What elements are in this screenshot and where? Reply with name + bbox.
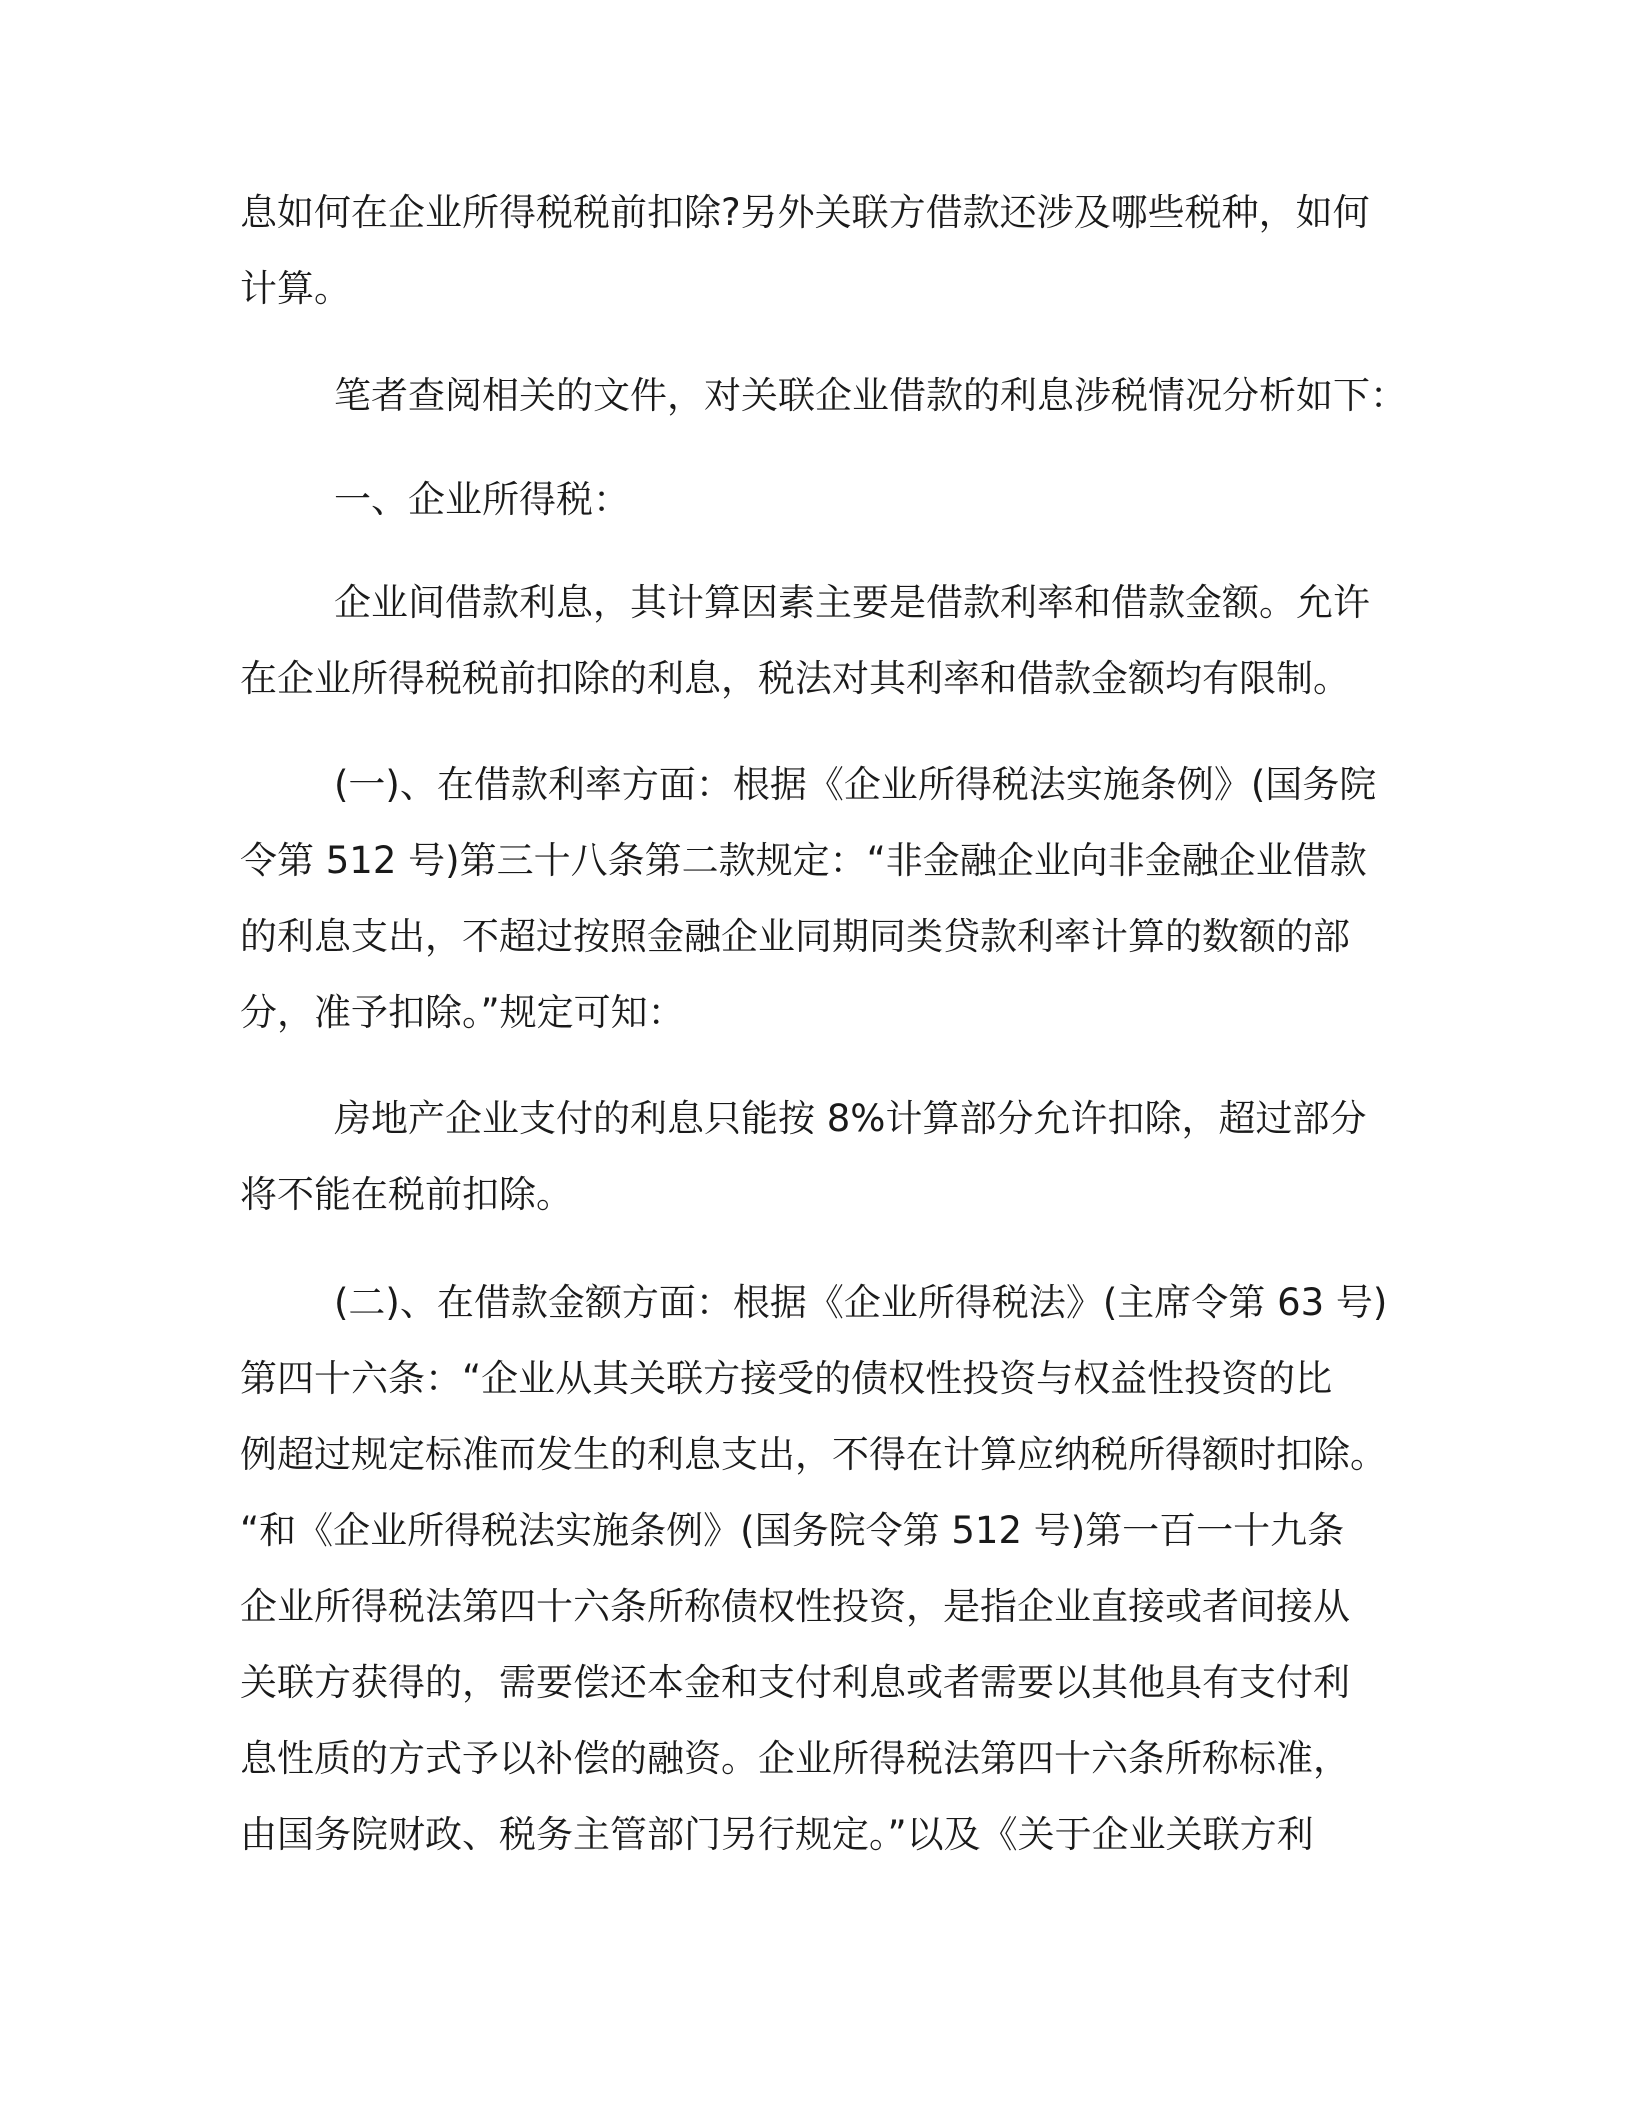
paragraph-real-estate-interest	[240, 1081, 1390, 1233]
text-line: 分，准予扣除。”规定可知：	[240, 991, 685, 1034]
text-line: 息性质的方式予以补偿的融资。企业所得税法第四十六条所称标准，	[240, 1737, 1350, 1780]
section-heading-enterprise-income-tax	[240, 462, 1390, 538]
text-line: 例超过规定标准而发生的利息支出，不得在计算应纳税所得额时扣除。	[240, 1433, 1387, 1476]
text-line: 关联方获得的，需要偿还本金和支付利息或者需要以其他具有支付利	[240, 1661, 1350, 1704]
text-line: “和《企业所得税法实施条例》(国务院令第 512 号)第一百一十九条	[240, 1509, 1345, 1552]
text-line: 令第 512 号)第三十八条第二款规定：“非金融企业向非金融企业借款	[240, 839, 1367, 882]
text-line: (二)、在借款金额方面：根据《企业所得税法》(主席令第 63 号)	[334, 1281, 1388, 1324]
paragraph-intro-continued	[240, 175, 1390, 327]
paragraph-interest-factors	[240, 565, 1390, 717]
text-line: 企业所得税法第四十六条所称债权性投资，是指企业直接或者间接从	[240, 1585, 1350, 1628]
text-line: 笔者查阅相关的文件，对关联企业借款的利息涉税情况分析如下：	[334, 374, 1407, 417]
text-line: 企业间借款利息，其计算因素主要是借款利率和借款金额。允许	[334, 581, 1370, 624]
section-heading: 一、企业所得税：	[334, 478, 630, 521]
paragraph-loan-amount	[240, 1265, 1390, 1873]
text-line: 息如何在企业所得税税前扣除?另外关联方借款还涉及哪些税种，如何	[240, 191, 1370, 234]
text-line: 房地产企业支付的利息只能按 8%计算部分允许扣除，超过部分	[334, 1097, 1367, 1140]
paragraph-analysis-intro	[240, 358, 1407, 434]
text-line: 计算。	[240, 267, 351, 310]
text-line: 第四十六条：“企业从其关联方接受的债权性投资与权益性投资的比	[240, 1357, 1333, 1400]
text-line: 由国务院财政、税务主管部门另行规定。”以及《关于企业关联方利	[240, 1813, 1314, 1856]
paragraph-interest-rate	[240, 747, 1390, 1051]
text-line: 的利息支出，不超过按照金融企业同期同类贷款利率计算的数额的部	[240, 915, 1350, 958]
text-line: (一)、在借款利率方面：根据《企业所得税法实施条例》(国务院	[334, 763, 1377, 806]
text-line: 将不能在税前扣除。	[240, 1173, 573, 1216]
text-line: 在企业所得税税前扣除的利息，税法对其利率和借款金额均有限制。	[240, 657, 1350, 700]
